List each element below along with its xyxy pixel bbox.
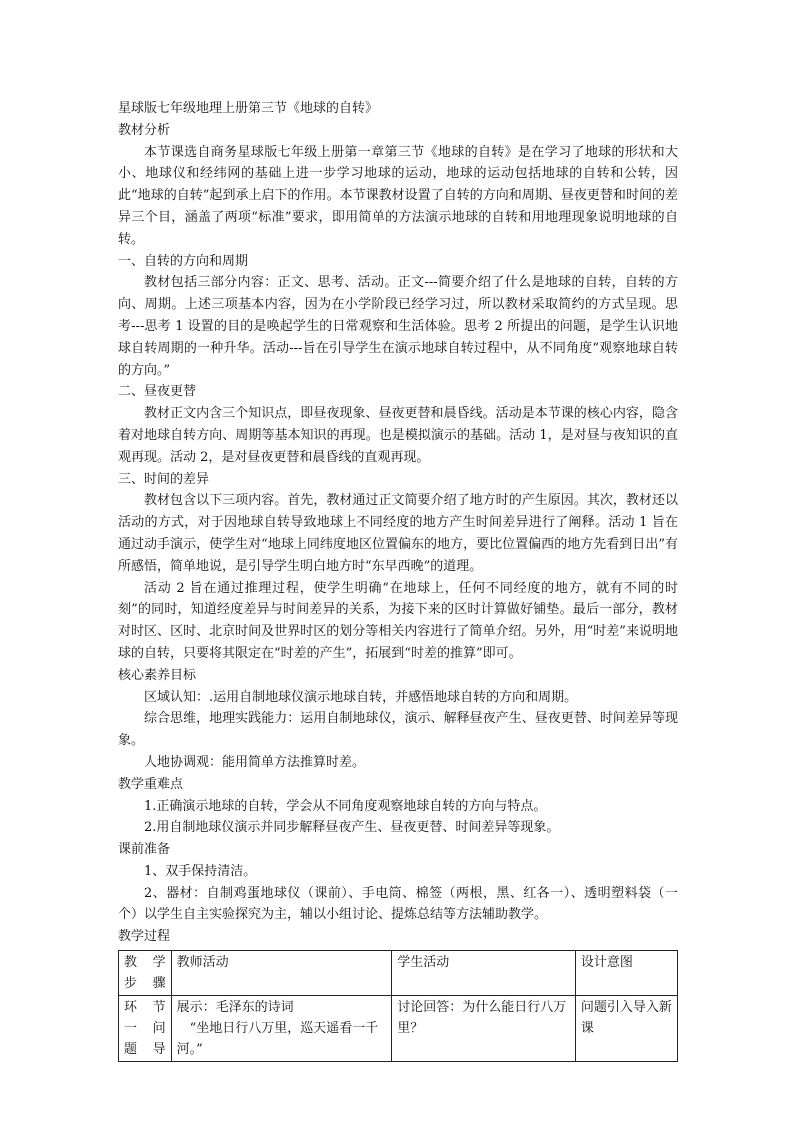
preparation-item: 2、器材：自制鸡蛋地球仪（课前）、手电筒、棉签（两根，黑、红各一）、透明塑料袋（一个）以学生自主实验探究为主，辅以小组讨论、提炼总结等方法辅助教学。	[118, 885, 678, 923]
document-title: 星球版七年级地理上册第三节《地球的自转》	[118, 101, 379, 116]
subsection-heading-day-night: 二、昼夜更替	[118, 384, 197, 400]
time-difference-paragraph-2: 活动 2 旨在通过推理过程，使学生明确“在地球上，任何不同经度的地方，就有不同的时刻”的同时，知道经度差异与时间差异的关系，为接下来的区时计算做好铺垫。最后一部分，教材对时区、区时、北京时间及世界时区的划分等相关内容进行了简单介绍。另外，用“时差”来说明地球的自转，只要将其限定在“时差的产生”，拓展到“时差的推算”即可。	[118, 580, 678, 661]
table-cell-student: 讨论回答：为什么能日行八万里？	[392, 996, 576, 1062]
section-heading-keypoints: 教学重难点	[118, 776, 184, 792]
table-cell-intent: 问题引入导入新课	[575, 996, 677, 1062]
teacher-activity-poem: “坐地日行八万里，巡天遥看一千河。”	[176, 1021, 379, 1058]
document-body	[118, 98, 678, 1062]
literacy-item: 人地协调观：能用简单方法推算时差。	[144, 754, 366, 770]
keypoint-item: 1.正确演示地球的自转，学会从不同角度观察地球自转的方向与特点。	[144, 798, 547, 814]
table-header-cell: 学生活动	[392, 951, 576, 996]
teaching-process-table	[118, 950, 678, 1062]
keypoint-item: 2.用自制地球仪演示并同步解释昼夜产生、昼夜更替、时间差异等现象。	[144, 820, 560, 836]
time-difference-paragraph-1: 教材包含以下三项内容。首先，教材通过正文简要介绍了地方时的产生原因。其次，教材还以活动的方式，对于因地球自转导致地球上不同经度的地方产生时间差异进行了阐释。活动 1 旨在通过动手演示，使学生对“地球上同纬度地区位置偏东的地方，要比位置偏西的地方先看到日出”有所感悟，简单地说，是引导学生明白地方时“东早西晚”的道理。	[118, 493, 678, 574]
table-cell-teacher	[171, 996, 392, 1062]
section-heading-literacy: 核心素养目标	[118, 667, 197, 683]
section-heading-preparation: 课前准备	[118, 842, 171, 858]
table-header-row	[119, 951, 678, 996]
table-header-cell: 教 学 步骤	[119, 951, 172, 996]
table-header-cell: 设计意图	[575, 951, 677, 996]
literacy-item: 综合思维，地理实践能力：运用自制地球仪，演示、解释昼夜产生、昼夜更替、时间差异等现象。	[118, 711, 678, 749]
literacy-item: 区域认知：.运用自制地球仪演示地球自转，并感悟地球自转的方向和周期。	[144, 689, 578, 705]
section-heading-process: 教学过程	[118, 929, 171, 945]
rotation-direction-paragraph: 教材包括三部分内容：正文、思考、活动。正文---简要介绍了什么是地球的自转，自转的方向、周期。上述三项基本内容，因为在小学阶段已经学习过，所以教材采取简约的方式呈现。思考---思考 1 设置的目的是唤起学生的日常观察和生活体验。思考 2 所提出的问题，是学生认识地球自转周期的一种升华。活动---旨在引导学生在演示地球自转过程中，从不同角度“观察地球自转的方向。”	[118, 275, 678, 378]
day-night-paragraph: 教材正文内含三个知识点，即昼夜现象、昼夜更替和晨昏线。活动是本节课的核心内容，隐含着对地球自转方向、周期等基本知识的再现。也是模拟演示的基础。活动 1，是对昼与夜知识的直观再现。活动 2，是对昼夜更替和晨昏线的直观再现。	[118, 406, 678, 465]
table-cell-step: 环 节 一 问 题 导	[119, 996, 172, 1062]
analysis-intro-paragraph: 本节课选自商务星球版七年级上册第一章第三节《地球的自转》是在学习了地球的形状和大小、地球仪和经纬网的基础上进一步学习地球的运动，地球的运动包括地球的自转和公转，因此“地球的自转”起到承上启下的作用。本节课教材设置了自转的方向和周期、昼夜更替和时间的差异三个目，涵盖了两项“标准”要求，即用简单的方法演示地球的自转和用地理现象说明地球的自转。	[118, 144, 678, 247]
section-heading-analysis: 教材分析	[118, 122, 171, 138]
subsection-heading-time-difference: 三、时间的差异	[118, 471, 210, 487]
preparation-item: 1、双手保持清洁。	[144, 863, 257, 879]
subsection-heading-rotation-direction: 一、自转的方向和周期	[118, 253, 249, 269]
table-row	[119, 996, 678, 1062]
teacher-activity-line: 展示：毛泽东的诗词	[176, 1000, 294, 1016]
table-header-cell: 教师活动	[171, 951, 392, 996]
